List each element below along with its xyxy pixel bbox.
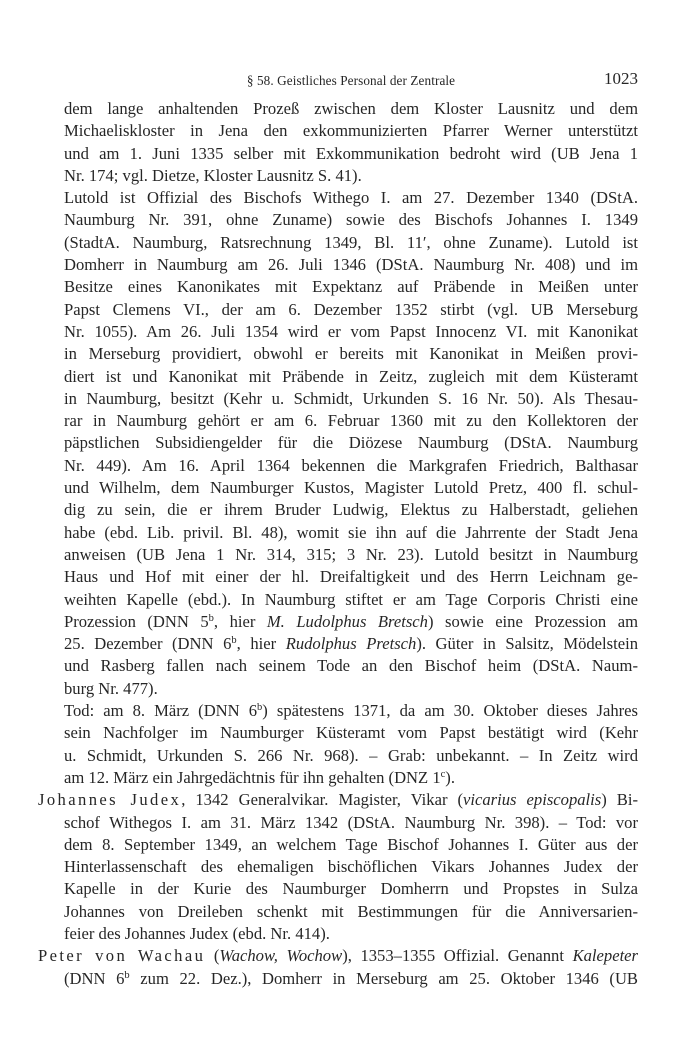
- italic-name: Wachow, Wochow: [219, 946, 343, 966]
- text-line: Besitze eines Kanonikates mit Expektanz auf Präbende in Meißen unter: [64, 277, 638, 297]
- text-line: burg Nr. 477).: [64, 678, 158, 698]
- text-run: ) spätestens 1371, da am 30. Oktober dieses Jahres: [262, 701, 638, 721]
- text-line: [64, 968, 638, 990]
- text-line: habe (ebd. Lib. privil. Bl. 48), womit sie ihn auf die Jahrrente der Stadt Jena: [64, 522, 638, 542]
- superscript: b: [231, 635, 237, 647]
- text-line: [64, 700, 638, 722]
- superscript: b: [257, 702, 263, 714]
- text-line: diert ist und Kanonikat mit Präbende in Zeitz, zugleich mit dem Küsteramt: [64, 366, 638, 386]
- text-line: Johannes von Dreileben schenkt mit Bestimmungen für die Anniversarien-: [64, 901, 638, 921]
- text-line: Naumburg Nr. 391, ohne Zuname) sowie des Bischofs Johannes I. 1349: [64, 210, 638, 230]
- text-run: 25. Dezember (DNN 6: [64, 634, 232, 654]
- text-line: Lutold ist Offizial des Bischofs Withego I. am 27. Dezember 1340 (DStA.: [64, 188, 638, 208]
- text-line: Nr. 1055). Am 26. Juli 1354 wird er vom Papst Innocenz VI. mit Kanonikat: [64, 321, 638, 341]
- body-text: [38, 98, 638, 990]
- text-line: rar in Naumburg gehört er am 6. Februar 1360 mit zu den Kollektoren der: [64, 411, 638, 431]
- text-line: und am 1. Juni 1335 selber mit Exkommunikation bedroht wird (UB Jena 1: [64, 143, 638, 163]
- text-line: in Naumburg, besitzt (Kehr u. Schmidt, Urkunden S. 16 Nr. 50). Als Thesau-: [64, 388, 638, 408]
- text-line: [64, 611, 638, 633]
- text-line: dem 8. September 1349, an welchem Tage Bischof Johannes I. Güter aus der: [64, 834, 638, 854]
- text-line: u. Schmidt, Urkunden S. 266 Nr. 968). – Grab: unbekannt. – In Zeitz wird: [64, 745, 638, 765]
- text-run: am 12. März ein Jahrgedächtnis für ihn gehalten (DNZ 1: [64, 767, 441, 787]
- text-line: Hinterlassenschaft des ehemaligen bischöflichen Vikars Johannes Judex der: [64, 857, 638, 877]
- text-line: dig zu sein, die er ihrem Bruder Ludwig, Elektus zu Halberstadt, geliehen: [64, 500, 638, 520]
- text-run: Prozession (DNN 5: [64, 611, 209, 631]
- text-line: dem lange anhaltenden Prozeß zwischen dem Kloster Lausnitz und dem: [64, 99, 638, 118]
- text-line: Haus und Hof mit einer der hl. Dreifaltigkeit und des Herrn Leichnam ge-: [64, 567, 638, 587]
- entry-line: [38, 789, 638, 811]
- text-line: sein Nachfolger im Naumburger Küsteramt vom Papst bestätigt wird (Kehr: [64, 723, 638, 743]
- text-run: (DNN 6: [64, 968, 125, 988]
- text-line: weihten Kapelle (ebd.). In Naumburg stiftet er am Tage Corporis Christi eine: [64, 589, 638, 609]
- text-line: Nr. 449). Am 16. April 1364 bekennen die Markgrafen Friedrich, Balthasar: [64, 455, 638, 475]
- italic-name: M. Ludolphus Bretsch: [266, 611, 428, 631]
- text-line: feier des Johannes Judex (ebd. Nr. 414).: [64, 923, 330, 943]
- text-line: (StadtA. Naumburg, Ratsrechnung 1349, Bl. 11′, ohne Zuname). Lutold ist: [64, 232, 638, 252]
- page-number: 1023: [604, 69, 638, 88]
- text-line: anweisen (UB Jena 1 Nr. 314, 315; 3 Nr. 23). Lutold besitzt in Naumburg: [64, 544, 638, 564]
- text-run: Tod: am 8. März (DNN 6: [64, 701, 258, 721]
- superscript: b: [124, 969, 130, 981]
- text-run: ) Bi-: [601, 790, 638, 810]
- text-run: , 1342 Generalvikar. Magister, Vikar (: [181, 790, 464, 810]
- text-line: Domherr in Naumburg am 26. Juli 1346 (DStA. Naumburg Nr. 408) und im: [64, 255, 638, 275]
- text-line: Michaeliskloster in Jena den exkommunizierten Pfarrer Werner unterstützt: [64, 121, 638, 141]
- italic-term: vicarius episcopalis: [463, 790, 602, 810]
- superscript: b: [208, 612, 214, 624]
- text-run: ).: [445, 767, 455, 787]
- superscript: c: [440, 768, 446, 780]
- text-run: zum 22. Dez.), Domherr in Merseburg am 25. Oktober 1346 (UB: [129, 968, 638, 988]
- italic-name: Kalepeter: [572, 946, 638, 966]
- text-run: ), 1353–1355 Offizial. Genannt: [342, 946, 573, 966]
- text-run: , hier: [213, 611, 267, 631]
- text-line: Nr. 174; vgl. Dietze, Kloster Lausnitz S. 41).: [64, 165, 362, 185]
- text-run: ). Güter in Salsitz, Mödelstein: [416, 634, 638, 654]
- text-line: und Rasberg fallen nach seinem Tode an den Bischof heim (DStA. Naum-: [64, 656, 638, 676]
- text-line: Papst Clemens VI., der am 6. Dezember 1352 stirbt (vgl. UB Merseburg: [64, 299, 638, 319]
- entry-name: Johannes Judex: [38, 790, 182, 810]
- text-line: päpstlichen Subsidiengelder für die Diözese Naumburg (DStA. Naumburg: [64, 433, 638, 453]
- text-run: (: [205, 946, 220, 966]
- entry-name: Peter von Wachau: [38, 946, 206, 966]
- entry-line: [38, 945, 638, 967]
- text-line: und Wilhelm, dem Naumburger Kustos, Magister Lutold Pretz, 400 fl. schul-: [64, 478, 638, 498]
- text-run: ) sowie eine Prozession am: [427, 611, 638, 631]
- text-run: , hier: [236, 634, 286, 654]
- page-header: [64, 66, 638, 90]
- italic-name: Rudolphus Pretsch: [285, 634, 417, 654]
- text-line: schof Withegos I. am 31. März 1342 (DStA. Naumburg Nr. 398). – Tod: vor: [64, 812, 638, 832]
- text-line: [64, 633, 638, 655]
- running-head: § 58. Geistliches Personal der Zentrale: [246, 73, 456, 88]
- text-line: [64, 767, 638, 789]
- text-line: in Merseburg providiert, obwohl er bereits mit Kanonikat in Meißen provi-: [64, 344, 638, 364]
- text-line: Kapelle in der Kurie des Naumburger Domherrn und Propstes in Sulza: [64, 879, 638, 899]
